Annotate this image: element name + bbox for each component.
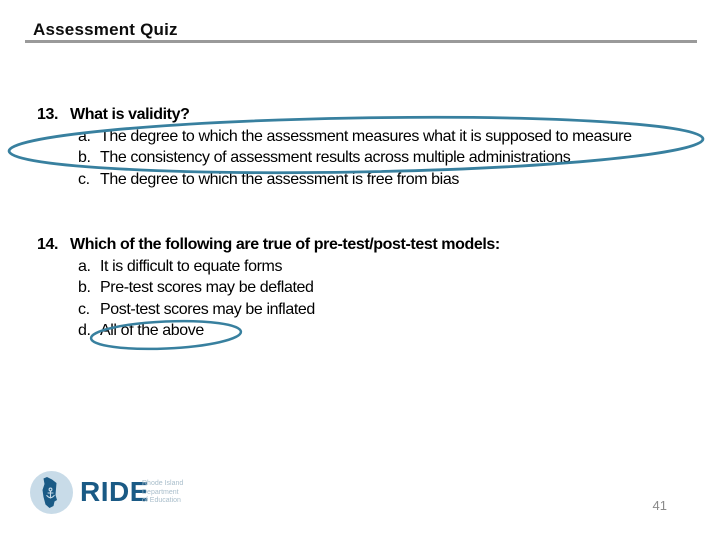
title-underline — [25, 40, 697, 43]
page-number: 41 — [652, 498, 667, 513]
option-letter: c. — [78, 300, 90, 318]
question-number: 14. — [37, 236, 59, 253]
question-13 — [37, 104, 632, 190]
option-text: The degree to which the assessment measures what it is supposed to measure — [100, 127, 632, 145]
ride-logo-acronym: RIDE — [80, 476, 149, 507]
option-row — [37, 169, 632, 191]
option-text: The degree to which the assessment is free from bias — [100, 170, 459, 188]
option-text: All of the above — [100, 322, 204, 339]
option-text: It is difficult to equate forms — [100, 257, 283, 275]
question-13-header — [37, 104, 632, 126]
option-letter: a. — [78, 127, 91, 145]
tagline-line: of Education — [142, 497, 181, 504]
option-text: Pre-test scores may be deflated — [100, 279, 314, 296]
option-letter: a. — [78, 257, 91, 275]
tagline-line: Department — [142, 488, 179, 496]
option-row — [37, 256, 500, 278]
question-number: 13. — [37, 106, 59, 123]
option-row — [37, 126, 632, 148]
question-text: Which of the following are true of pre-test/post-test models: — [70, 236, 500, 253]
question-14-options — [37, 256, 500, 342]
option-letter: d. — [78, 322, 91, 339]
question-13-options — [37, 126, 632, 191]
option-text: The consistency of assessment results across multiple administrations — [100, 149, 571, 166]
ride-logo — [30, 471, 230, 517]
slide-title: Assessment Quiz — [33, 20, 178, 39]
option-row — [37, 147, 632, 169]
question-14-header — [37, 234, 500, 256]
option-row — [37, 277, 500, 299]
option-text: Post-test scores may be inflated — [100, 300, 315, 318]
option-letter: b. — [78, 149, 91, 166]
option-letter: b. — [78, 279, 91, 296]
option-letter: c. — [78, 170, 90, 188]
question-text: What is validity? — [70, 106, 190, 123]
ride-logo-tagline — [142, 480, 183, 506]
option-row — [37, 299, 500, 321]
tagline-line: Rhode Island — [142, 480, 184, 487]
ride-logo-icon — [30, 471, 73, 514]
option-row — [37, 320, 500, 342]
question-14 — [37, 234, 500, 342]
